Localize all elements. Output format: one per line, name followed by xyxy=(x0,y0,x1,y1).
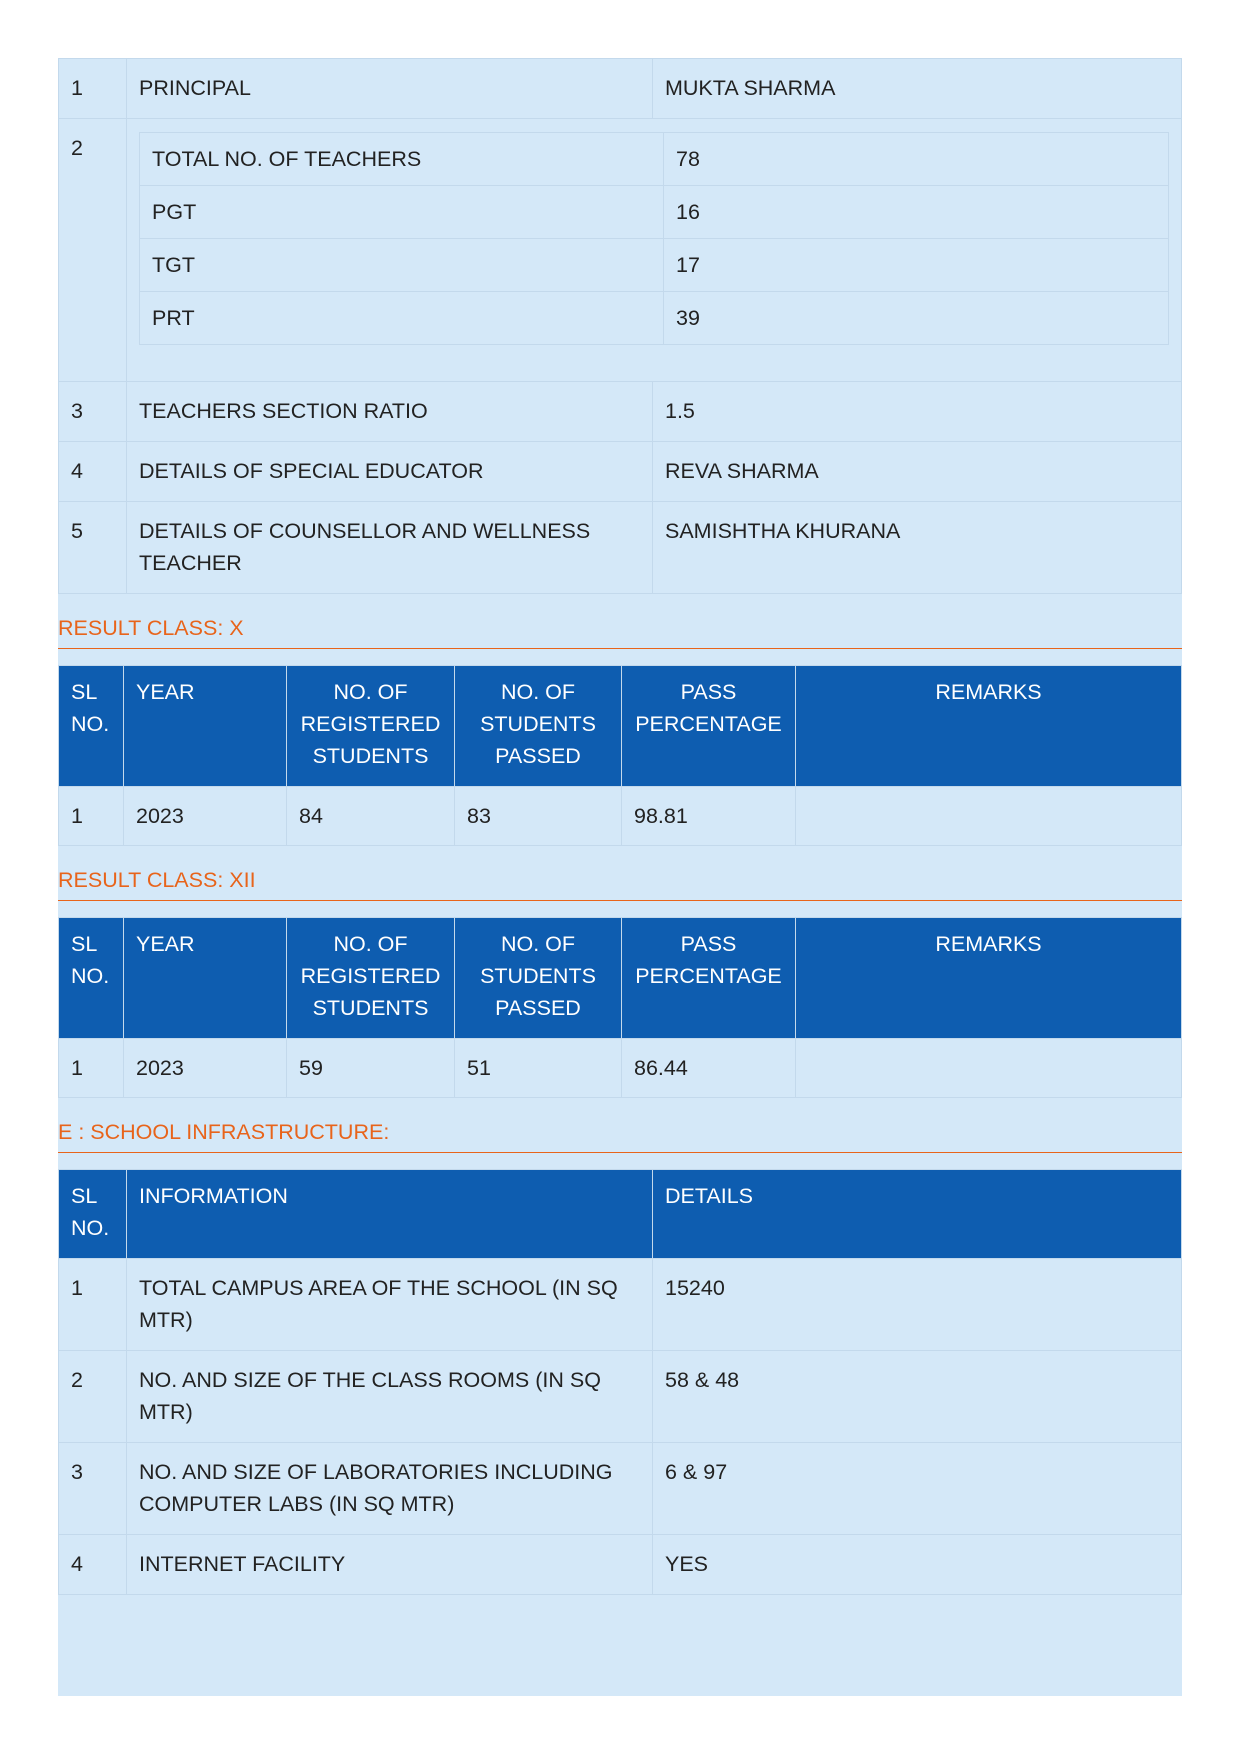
header-year: YEAR xyxy=(124,666,287,787)
header-registered: NO. OF REGISTERED STUDENTS xyxy=(287,918,455,1039)
table-row xyxy=(140,186,1169,239)
table-row xyxy=(59,1443,1182,1535)
infrastructure-table xyxy=(58,1169,1182,1595)
table-row xyxy=(59,59,1182,119)
sl-no: 4 xyxy=(59,1535,127,1595)
pass-percentage: 86.44 xyxy=(622,1039,796,1098)
row-label: TGT xyxy=(140,239,664,292)
teachers-cell xyxy=(127,119,1182,382)
header-row xyxy=(59,1170,1182,1259)
registered-count: 84 xyxy=(287,787,455,846)
sl-no: 5 xyxy=(59,502,127,594)
header-row xyxy=(59,666,1182,787)
info: NO. AND SIZE OF THE CLASS ROOMS (IN SQ MTR) xyxy=(127,1351,653,1443)
sl-no: 1 xyxy=(59,1039,124,1098)
header-remarks: REMARKS xyxy=(796,918,1182,1039)
sl-no: 2 xyxy=(59,1351,127,1443)
header-passed: NO. OF STUDENTS PASSED xyxy=(455,918,622,1039)
passed-count: 83 xyxy=(455,787,622,846)
header-sl: SL NO. xyxy=(59,918,124,1039)
table-row xyxy=(59,382,1182,442)
sl-no: 2 xyxy=(59,119,127,382)
table-row xyxy=(59,1259,1182,1351)
row-value: 16 xyxy=(664,186,1169,239)
info: NO. AND SIZE OF LABORATORIES INCLUDING COMPUTER LABS (IN SQ MTR) xyxy=(127,1443,653,1535)
result-class-xii-table xyxy=(58,917,1182,1098)
table-row xyxy=(59,1535,1182,1595)
sl-no: 1 xyxy=(59,787,124,846)
header-details: DETAILS xyxy=(653,1170,1182,1259)
header-sl: SL NO. xyxy=(59,666,124,787)
header-information: INFORMATION xyxy=(127,1170,653,1259)
pass-percentage: 98.81 xyxy=(622,787,796,846)
row-label: DETAILS OF COUNSELLOR AND WELLNESS TEACHER xyxy=(127,502,653,594)
remarks xyxy=(796,1039,1182,1098)
sl-no: 1 xyxy=(59,59,127,119)
info: TOTAL CAMPUS AREA OF THE SCHOOL (IN SQ MTR) xyxy=(127,1259,653,1351)
table-row xyxy=(59,119,1182,382)
table-row xyxy=(59,502,1182,594)
table-row xyxy=(59,442,1182,502)
sl-no: 3 xyxy=(59,382,127,442)
table-row xyxy=(59,1351,1182,1443)
sl-no: 1 xyxy=(59,1259,127,1351)
document-panel xyxy=(58,58,1182,1696)
header-year: YEAR xyxy=(124,918,287,1039)
row-label: PRINCIPAL xyxy=(127,59,653,119)
info: INTERNET FACILITY xyxy=(127,1535,653,1595)
details: 6 & 97 xyxy=(653,1443,1182,1535)
row-label: PGT xyxy=(140,186,664,239)
row-value: MUKTA SHARMA xyxy=(653,59,1182,119)
remarks xyxy=(796,787,1182,846)
table-row xyxy=(140,133,1169,186)
row-label: TEACHERS SECTION RATIO xyxy=(127,382,653,442)
staff-table xyxy=(58,58,1182,594)
registered-count: 59 xyxy=(287,1039,455,1098)
row-label: DETAILS OF SPECIAL EDUCATOR xyxy=(127,442,653,502)
result-class-x-table xyxy=(58,665,1182,846)
year: 2023 xyxy=(124,1039,287,1098)
row-value: 78 xyxy=(664,133,1169,186)
infrastructure-title: E : SCHOOL INFRASTRUCTURE: xyxy=(58,1104,1182,1153)
header-row xyxy=(59,918,1182,1039)
details: 15240 xyxy=(653,1259,1182,1351)
row-label: PRT xyxy=(140,292,664,345)
row-value: 39 xyxy=(664,292,1169,345)
passed-count: 51 xyxy=(455,1039,622,1098)
details: 58 & 48 xyxy=(653,1351,1182,1443)
header-percentage: PASS PERCENTAGE xyxy=(622,918,796,1039)
header-remarks: REMARKS xyxy=(796,666,1182,787)
table-row xyxy=(140,239,1169,292)
teachers-table xyxy=(139,132,1169,345)
row-value: 17 xyxy=(664,239,1169,292)
details: YES xyxy=(653,1535,1182,1595)
header-percentage: PASS PERCENTAGE xyxy=(622,666,796,787)
header-passed: NO. OF STUDENTS PASSED xyxy=(455,666,622,787)
row-label: TOTAL NO. OF TEACHERS xyxy=(140,133,664,186)
result-class-xii-title: RESULT CLASS: XII xyxy=(58,852,1182,901)
table-row xyxy=(59,1039,1182,1098)
row-value: REVA SHARMA xyxy=(653,442,1182,502)
sl-no: 3 xyxy=(59,1443,127,1535)
header-sl: SL NO. xyxy=(59,1170,127,1259)
row-value: SAMISHTHA KHURANA xyxy=(653,502,1182,594)
result-class-x-title: RESULT CLASS: X xyxy=(58,600,1182,649)
row-value: 1.5 xyxy=(653,382,1182,442)
year: 2023 xyxy=(124,787,287,846)
header-registered: NO. OF REGISTERED STUDENTS xyxy=(287,666,455,787)
table-row xyxy=(140,292,1169,345)
sl-no: 4 xyxy=(59,442,127,502)
table-row xyxy=(59,787,1182,846)
